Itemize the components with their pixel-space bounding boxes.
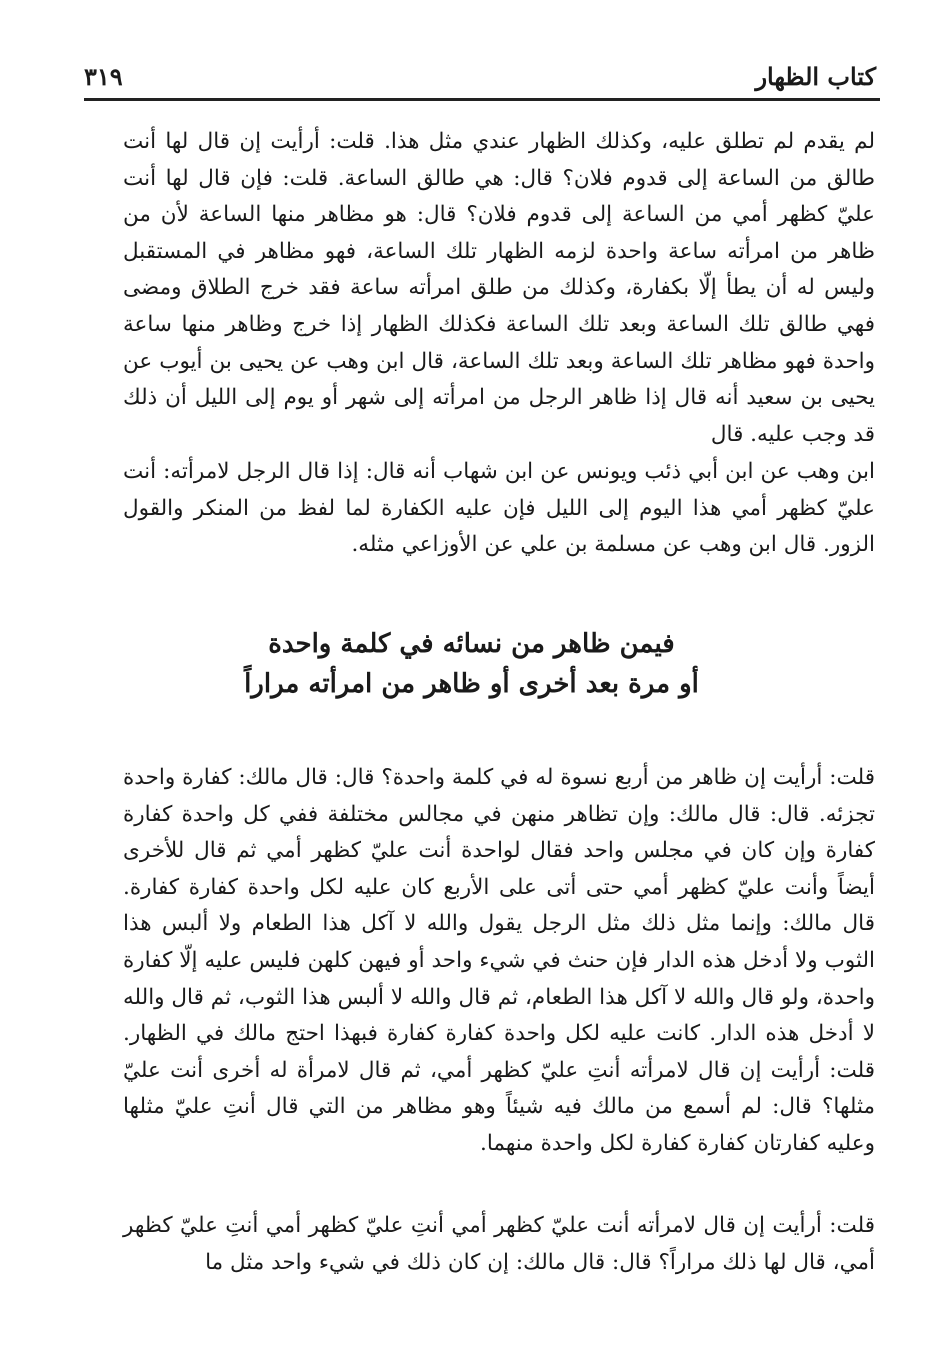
page-number: ٣١٩ [84, 62, 123, 91]
paragraph-2: ابن وهب عن ابن أبي ذئب ويونس عن ابن شهاب أنه قال: إذا قال الرجل لامرأته: أنت عليّ كظهر أمي هذا اليوم إلى الليل فإن عليه الكفارة لما لفظ من المنكر والقول الزور. قال ابن وهب عن مسلمة بن علي عن الأوزاعي مثله. [123, 459, 875, 558]
paragraph-3: قلت: أرأيت إن ظاهر من أربع نسوة له في كلمة واحدة؟ قال: قال مالك: كفارة واحدة تجزئه. قال: قال مالك: وإن تظاهر منهن في مجالس مختلفة ففي كل واحدة كفارة كفارة وإن كان في مجلس واحد فقال لواحدة أنت عليّ كظهر أمي ثم قال للأخرى أيضاً وأنت عليّ كظهر أمي حتى أتى على الأربع كان عليه لكل واحدة كفارة كفارة. قال مالك: وإنما مثل ذلك مثل الرجل يقول والله لا آكل هذا الطعام ولا ألبس هذا الثوب ولا أدخل هذه الدار فإن حنث في شيء واحد أو فيهن كلهن فليس عليه إلّا كفارة واحدة، ولو قال والله لا آكل هذا الطعام، ثم قال والله لا ألبس هذا الثوب، ثم قال والله لا أدخل هذه الدار. كانت عليه لكل واحدة كفارة كفارة فبهذا احتج مالك في الظهار. قلت: أرأيت إن قال لامرأته أنتِ عليّ كظهر أمي، ثم قال لامرأة له أخرى أنت عليّ مثلها؟ قال: لم أسمع من مالك فيه شيئاً وهو مظاهر من التي قال أنتِ عليّ مثلها وعليه كفارتان كفارة كفارة لكل واحدة منهما. [123, 765, 875, 1156]
section-heading-line-1: فيمن ظاهر من نسائه في كلمة واحدة [268, 629, 675, 659]
paragraph-4: قلت: أرأيت إن قال لامرأته أنت عليّ كظهر أمي أنتِ عليّ كظهر أمي أنتِ عليّ كظهر أمي، قال لها ذلك مراراً؟ قال: قال مالك: إن كان ذلك في شيء واحد مثل ما [123, 1213, 875, 1275]
paragraph-1: لم يقدم لم تطلق عليه، وكذلك الظهار عندي مثل هذا. قلت: أرأيت إن قال لها أنت طالق من الساعة إلى قدوم فلان؟ قال: هي طالق الساعة. قلت: فإن قال لها أنت عليّ كظهر أمي من الساعة إلى قدوم فلان؟ قال: هو مظاهر منها الساعة لأن من ظاهر من امرأته ساعة واحدة لزمه الظهار تلك الساعة، فهو مظاهر في المستقبل وليس له أن يطأ إلّا بكفارة، وكذلك من طلق امرأته ساعة فقد خرج الطلاق ومضى فهي طالق تلك الساعة وبعد تلك الساعة فكذلك الظهار إذا خرج وظاهر منها ساعة واحدة فهو مظاهر تلك الساعة وبعد تلك الساعة، قال ابن وهب عن يحيى بن أيوب عن يحيى بن سعيد أنه قال إذا ظاهر الرجل من امرأته إلى شهر أو يوم إلى الليل أن ذلك قد وجب عليه. قال [123, 129, 875, 447]
header-rule [84, 98, 880, 101]
section-heading [0, 624, 943, 704]
chapter-title: كتاب الظهار [755, 62, 876, 91]
running-header [84, 62, 876, 96]
section-heading-line-2: أو مرة بعد أخرى أو ظاهر من امرأته مراراً [244, 669, 699, 699]
